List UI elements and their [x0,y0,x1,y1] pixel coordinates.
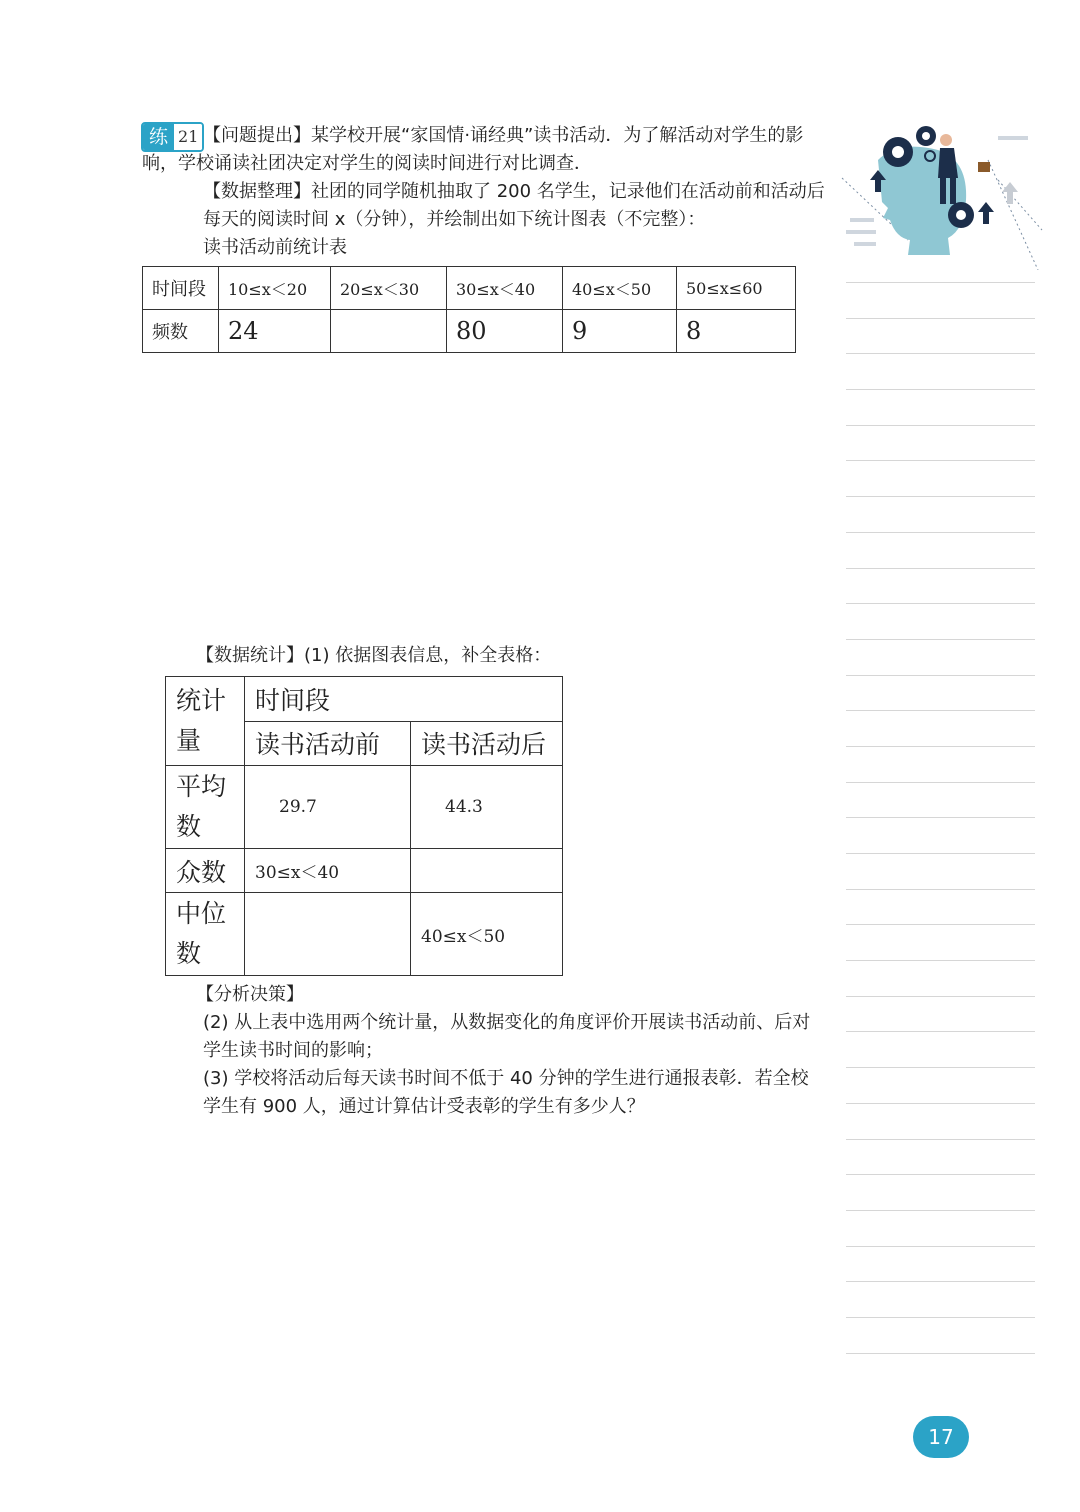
table-cell: 24 [219,310,331,353]
problem-line-2: 响，学校诵读社团决定对学生的阅读时间进行对比调查． [142,153,592,174]
table-cell: 80 [447,310,563,353]
table-cell: 读书活动前 [245,721,411,766]
table-cell: 29.7 [245,766,411,849]
table-cell: 50≤x≤60 [677,267,796,310]
table-cell: 8 [677,310,796,353]
page-number: 17 [913,1416,969,1458]
exercise-badge-label: 练 [143,124,174,150]
analysis-title: 【分析决策】 [196,984,304,1005]
stat-label-line-2: 量 [176,726,202,755]
table-cell: 30≤x＜40 [447,267,563,310]
table-cell [166,893,245,976]
table-cell [411,849,563,893]
median-label-line-2: 数 [176,939,202,968]
mean-label-line-1: 平均 [176,772,227,801]
table-cell [166,677,245,766]
table-cell: 时间段 [245,677,563,722]
table-cell: 40≤x＜50 [411,893,563,976]
table-cell: 10≤x＜20 [219,267,331,310]
table-row [166,893,563,976]
gears-illustration [838,120,1043,270]
mean-label-line-2: 数 [176,812,202,841]
problem-line-3: 【数据整理】社团的同学随机抽取了 200 名学生，记录他们在活动前和活动后 [203,181,825,202]
problem-line-4: 每天的阅读时间 x（分钟），并绘制出如下统计图表（不完整）： [203,209,706,230]
stat-label-line-1: 统计 [176,686,227,715]
exercise-badge-number: 21 [174,124,202,150]
table-cell: 频数 [143,310,219,353]
table-cell: 20≤x＜30 [331,267,447,310]
table-row [166,766,563,849]
table-cell: 40≤x＜50 [563,267,677,310]
median-label-line-1: 中位 [176,899,227,928]
question-2-line-1: (2) 从上表中选用两个统计量，从数据变化的角度评价开展读书活动前、后对 [203,1012,811,1033]
table-row [166,849,563,893]
light-arrows [1002,182,1018,204]
statistics-table [165,676,563,976]
table-cell [166,766,245,849]
note-lines [846,282,1035,1388]
table-cell [245,893,411,976]
table-caption: 读书活动前统计表 [203,237,347,258]
table-row [166,677,563,722]
question-3-line-2: 学生有 900 人，通过计算估计受表彰的学生有多少人？ [203,1096,645,1117]
table-cell: 读书活动后 [411,721,563,766]
frequency-table [142,266,796,353]
table-row [143,267,796,310]
problem-line-1: 【问题提出】某学校开展“家国情·诵经典”读书活动．为了解活动对学生的影 [203,125,804,146]
table-cell: 30≤x＜40 [245,849,411,893]
question-2-line-2: 学生读书时间的影响； [203,1040,383,1061]
table-cell: 时间段 [143,267,219,310]
stats-title: 【数据统计】(1) 依据图表信息，补全表格： [196,645,552,666]
question-3-line-1: (3) 学校将活动后每天读书时间不低于 40 分钟的学生进行通报表彰．若全校 [203,1068,809,1089]
table-cell: 众数 [166,849,245,893]
table-cell [331,310,447,353]
table-row [143,310,796,353]
exercise-badge [141,122,204,152]
table-cell: 44.3 [411,766,563,849]
table-cell: 9 [563,310,677,353]
